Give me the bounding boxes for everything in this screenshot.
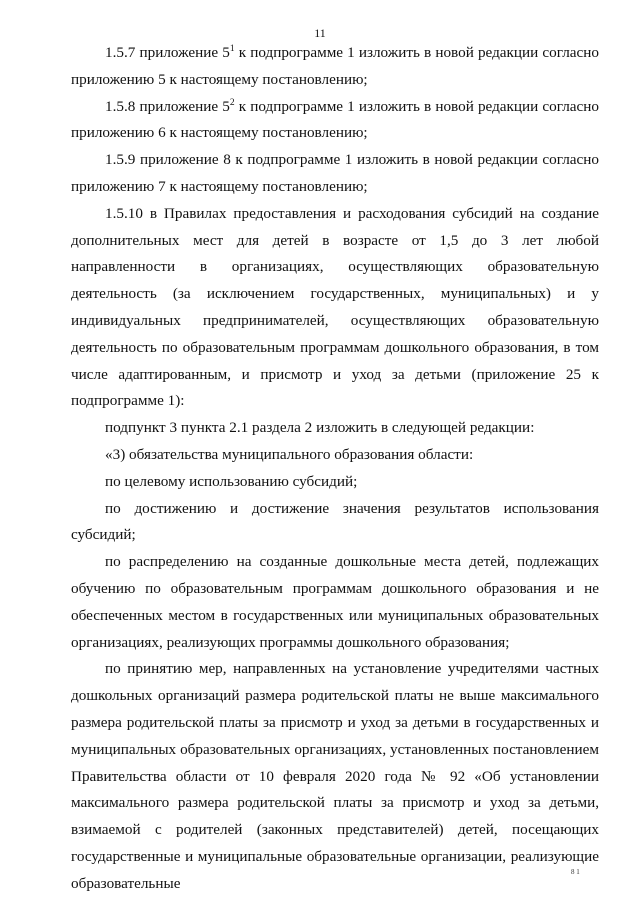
paragraph-1-5-8: 1.5.8 приложение $5^2$ к подпрограмме 1 изложить в новой редакции согласно приложению 6 к настоящему постановлению;	[71, 97, 599, 142]
paragraph-subpoint-3: подпункт 3 пункта 2.1 раздела 2 изложить в следующей редакции:	[105, 419, 535, 437]
paragraph-1-5-7: 1.5.7 приложение $5^1$ к подпрограмме 1 изложить в новой редакции согласно приложению 5 к настоящему постановлению;	[71, 44, 599, 88]
paragraph-results-achievement: по достижению и достижение значения результатов использования субсидий;	[71, 499, 599, 544]
paragraph-distribution: по распределению на созданные дошкольные места детей, подлежащих обучению по образовательным программам дошкольного образования и не обеспеченных местом в государственных или муниципальных образовательных организациях, реализующих программы дошкольного образования;	[71, 553, 599, 651]
paragraph-1-5-9: 1.5.9 приложение 8 к подпрограмме 1 изложить в новой редакции согласно приложению 7 к настоящему постановлению;	[71, 151, 599, 195]
superscript: 2	[229, 97, 235, 108]
paragraph-parental-fee: по принятию мер, направленных на установление учредителями частных дошкольных организаций размера родительской платы не выше максимального размера родительской платы за присмотр и уход за детьми в государственных и муниципальных образовательных организациях, установленных постановлением Правительства области от 10 февраля 2020 года № 92 «Об установлении максимального размера родительской платы за присмотр и уход за детьми, взимаемой с родителей (законных представителей) детей, посещающих государственные и муниципальные образовательные организации, реализующие образовательные	[71, 660, 599, 892]
paragraph-target-use: по целевому использованию субсидий;	[105, 472, 358, 490]
superscript: 1	[229, 44, 235, 54]
document-body	[71, 40, 599, 898]
paragraph-obligations-heading: «3) обязательства муниципального образования области:	[105, 445, 474, 463]
paragraph-1-5-10: 1.5.10 в Правилах предоставления и расходования субсидий на создание дополнительных мест для детей в возрасте от 1,5 до 3 лет любой направленности в организациях, осуществляющих образовательную деятельность (за исключением государственных, муниципальных) и у индивидуальных предпринимателей, осуществляющих образовательную деятельность по образовательным программам дошкольного образования, в том числе адаптированным, и присмотр и уход за детьми (приложение 25 к подпрограмме 1):	[71, 204, 599, 410]
footer-mark: 8 1	[571, 868, 580, 876]
page-number: 11	[314, 26, 326, 40]
